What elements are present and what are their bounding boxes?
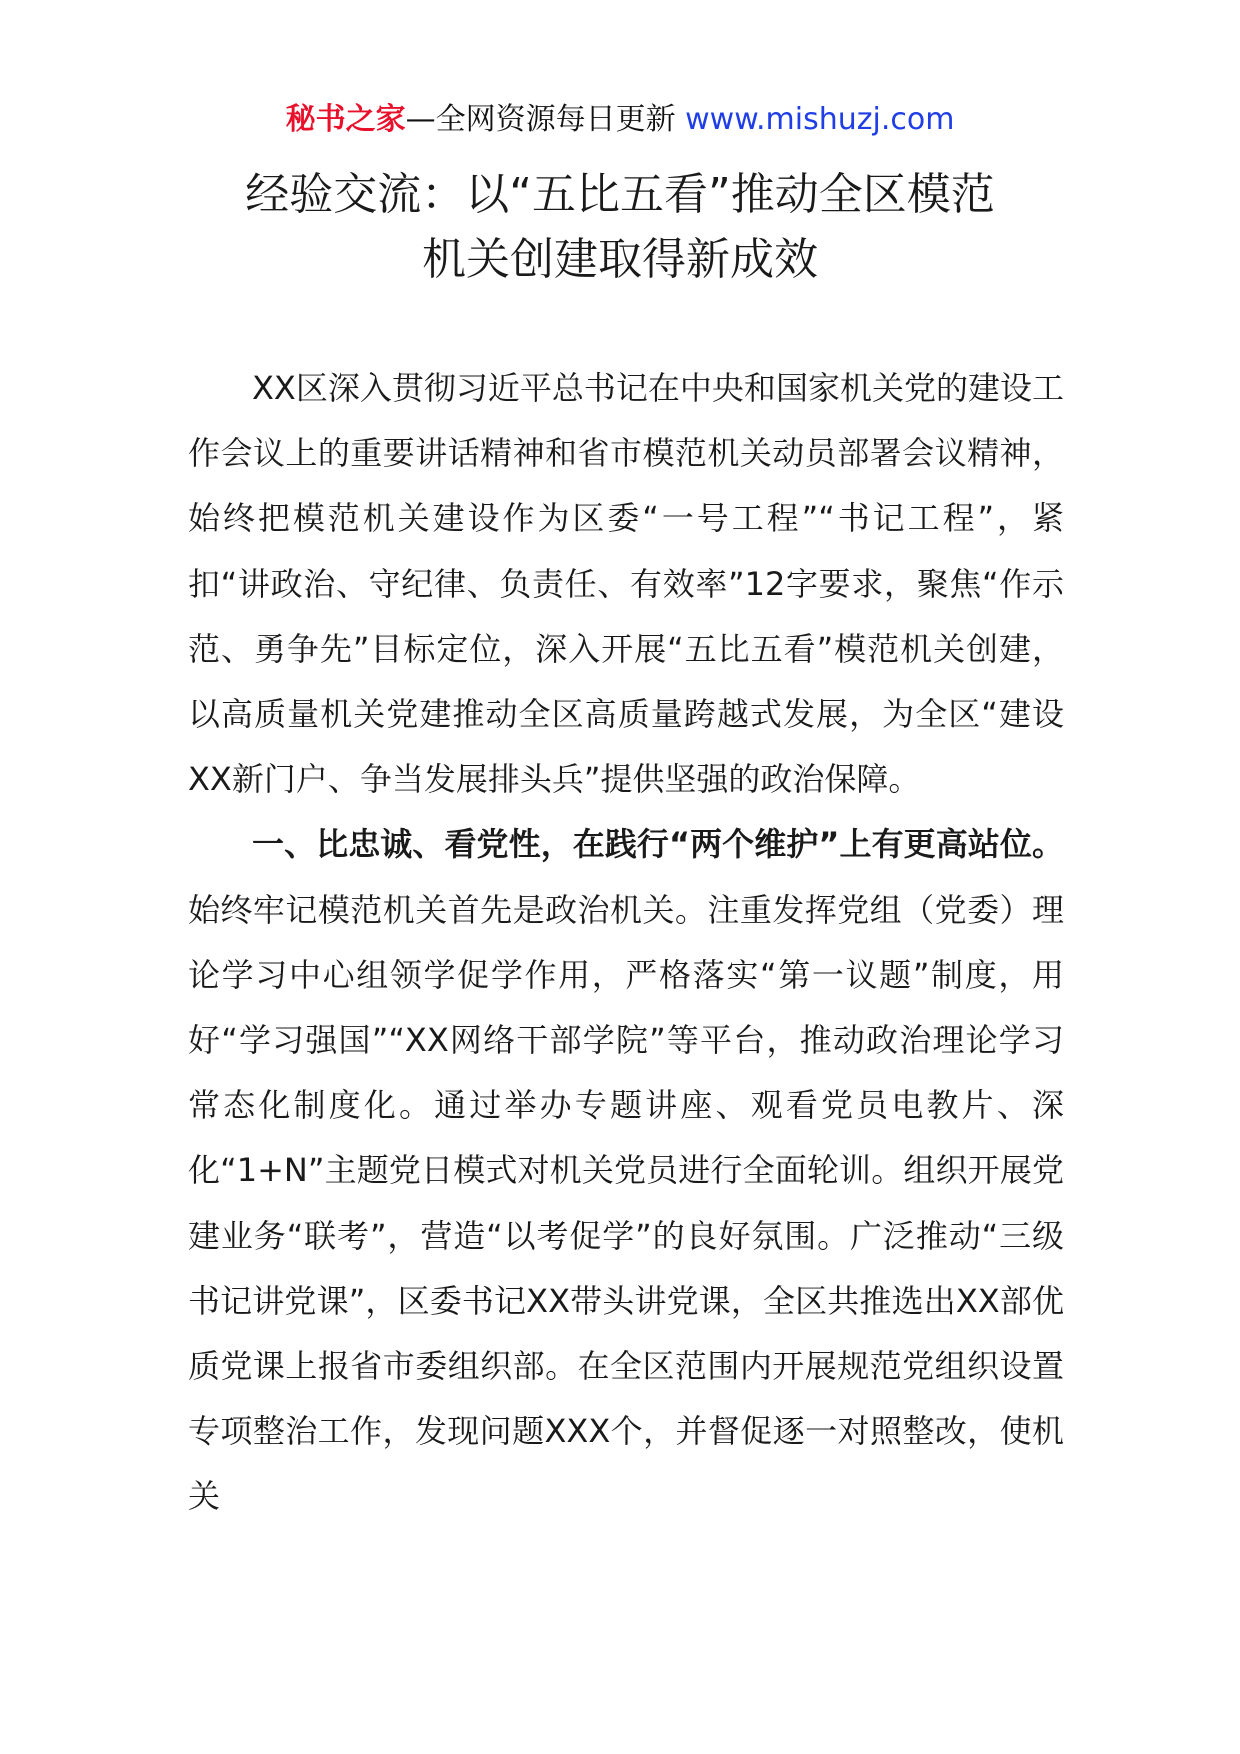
title-line-1: 经验交流：以“五比五看”推动全区模范 [245,169,995,220]
brand-name: 秘书之家 [285,102,406,137]
paragraph-text: 始终牢记模范机关首先是政治机关。注重发挥党组（党委）理论学习中心组领学促学作用，严格落实“第一议题”制度，用好“学习强国”“XX网络干部学院”等平台，推动政治理论学习常态化制度化。通过举办专题讲座、观看党员电教片、深化“1+N”主题党日模式对机关党员进行全面轮训。组织开展党建业务“联考”，营造“以考促学”的良好氛围。广泛推动“三级书记讲党课”，区委书记XX带头讲党课，全区共推选出XX部优质党课上报省市委组织部。在全区范围内开展规范党组织设置专项整治工作，发现问题XXX个，并督促逐一对照整改，使机关 [188,890,1064,1516]
intro-paragraph [188,356,1064,812]
site-header [0,100,1240,140]
paragraph-text: XX区深入贯彻习近平总书记在中央和国家机关党的建设工作会议上的重要讲话精神和省市模范机关动员部署会议精神，始终把模范机关建设作为区委“一号工程”“书记工程”，紧扣“讲政治、守纪律、负责任、有效率”12字要求，聚焦“作示范、勇争先”目标定位，深入开展“五比五看”模范机关创建，以高质量机关党建推动全区高质量跨越式发展，为全区“建设XX新门户、争当发展排头兵”提供坚强的政治保障。 [188,369,1064,799]
section-heading: 一、比忠诚、看党性，在践行“两个维护”上有更高站位。 [252,825,1064,864]
website-link[interactable]: www.mishuzj.com [685,102,955,137]
section-1-paragraph [188,812,1064,1529]
header-slogan: —全网资源每日更新 [405,102,676,137]
document-body [188,356,1064,1530]
document-title [150,162,1090,292]
title-line-2: 机关创建取得新成效 [422,234,818,285]
